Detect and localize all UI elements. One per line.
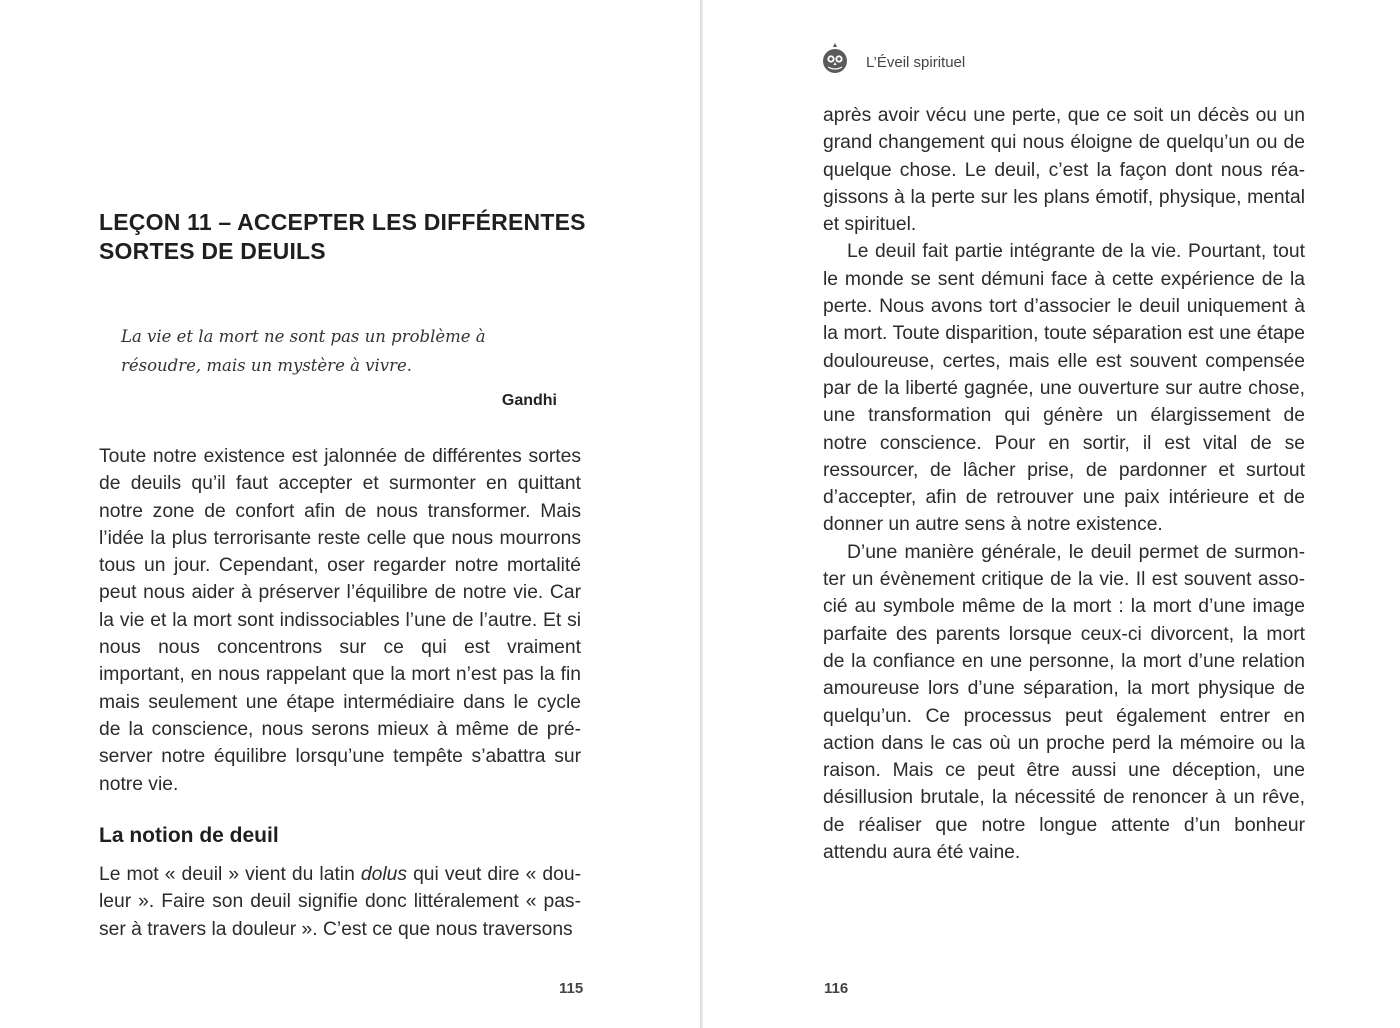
running-head-title: L’Éveil spirituel (866, 53, 966, 71)
text-segment: qui veut dire « douleur ». Faire son deuil signifie donc littéralement « passer à travers la douleur ». C’est ce que nous traversons (99, 864, 581, 940)
owl-emblem-icon (822, 42, 848, 74)
body-paragraph: après avoir vécu une perte, que ce soit un décès ou un grand changement qui nous éloigne de quelqu’un ou de quelque chose. Le deuil, c’est la façon dont nous réagissons à la perte sur les plans émotif, physique, mental et spirituel. (823, 105, 1305, 236)
body-paragraph (99, 861, 581, 943)
page-number: 115 (559, 980, 584, 997)
epigraph-quote: La vie et la mort ne sont pas un problème à résoudre, mais un mystère à vivre. (121, 327, 486, 375)
body-paragraph: Le deuil fait partie intégrante de la vie. Pourtant, tout le monde se sent démuni face à cette expérience de la perte. Nous avons tort d’associer le deuil uniquement à la mort. Toute disparition, toute séparation est une étape douloureuse, certes, mais elle est souvent compensée par de la liberté gagnée, une ouverture sur autre chose, une transformation qui génère un élargissement de notre conscience. Pour en sortir, il est vital de se ressourcer, de lâcher prise, de pardonner et surtout d’accepter, afin de retrouver une paix intérieure et de donner un autre sens à notre existence. (823, 241, 1305, 536)
lesson-title: LEÇON 11 – ACCEPTER LES DIFFÉRENTES SORTES DE DEUILS (99, 209, 586, 264)
right-body (823, 102, 1305, 866)
section-heading: La notion de deuil (99, 824, 279, 847)
epigraph-author: Gandhi (501, 392, 557, 409)
text-segment: Le mot « deuil » vient du latin (99, 864, 361, 885)
italic-term: dolus (360, 864, 407, 885)
running-head (822, 40, 965, 76)
right-page (703, 0, 1400, 1028)
body-paragraph: Toute notre existence est jalonnée de différentes sortes de deuils qu’il faut accepter et surmonter en quittant notre zone de confort afin de nous transformer. Mais l’idée la plus terrorisante reste celle que nous mourrons tous un jour. Cependant, oser regarder notre mortalité peut nous aider à préserver l’équilibre de notre vie. Car la vie et la mort sont indissociables l’une de l’autre. Et si nous nous concentrons sur ce qui est vraiment important, en nous rappelant que la mort n’est pas la fin mais seulement une étape intermédiaire dans le cycle de la conscience, nous serons mieux à même de préserver notre équilibre lorsqu’une tempête s’abattra sur notre vie. (99, 446, 581, 795)
page-number: 116 (824, 980, 849, 997)
body-paragraph: D’une manière générale, le deuil permet de surmonter un évènement critique de la vie. Il est souvent associé au symbole même de la mort : la mort d’une image parfaite des parents lorsque ceux-ci divorcent, la mort de la confiance en une personne, la mort d’une relation amoureuse lors d’une séparation, la mort physique de quelqu’un. Ce processus peut également entrer en action dans le cas où un proche perd la mémoire ou la raison. Mais ce peut être aussi une déception, une désillusion brutale, la nécessité de renoncer à un rêve, de réaliser que notre longue attente d’un bonheur attendu aura été vaine. (823, 541, 1305, 864)
